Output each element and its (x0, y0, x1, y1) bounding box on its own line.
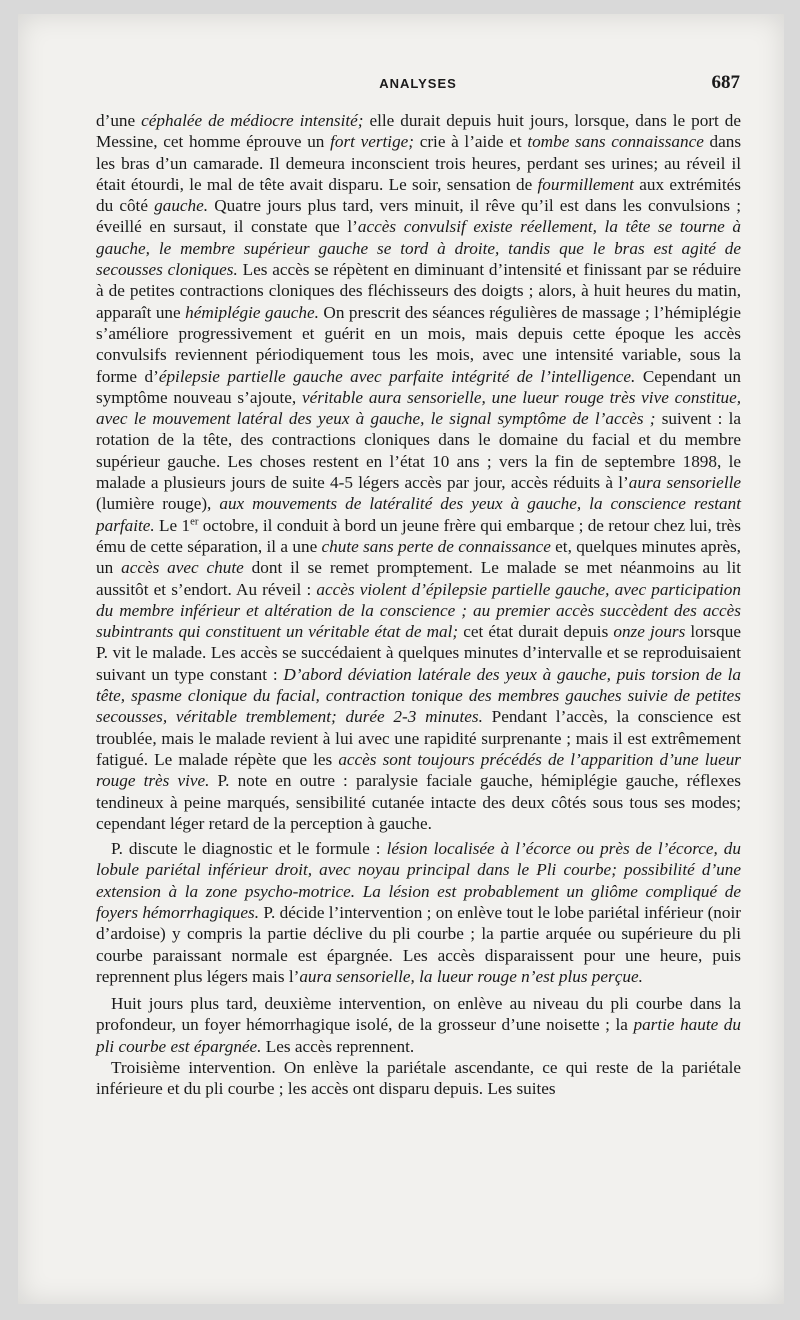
italic-text: D’abord déviation latérale des yeux à gauche, puis torsion de la tête, spasme clonique du facial, contraction tonique des membres gauches suivie de petites secousses, véritable tremblement; durée 2-3 minutes. (96, 664, 741, 727)
text-run: Quatre jours plus tard, vers minuit, il rêve qu’il est dans les convulsions ; éveillé en sursaut, il constate que l’ (96, 196, 741, 237)
text-run: crie à l’aide et (414, 132, 528, 152)
text-run: Troisième intervention. On enlève la pariétale ascendante, ce qui reste de la pariétale inférieure et du pli courbe ; les accès ont disparu depuis. Les suites (96, 1058, 741, 1099)
italic-text: tombe sans connaissance (527, 132, 704, 152)
text-run: P. note en outre : paralysie faciale gauche, hémiplégie gauche, réflexes tendineux à peine marqués, sensibilité cutanée intacte des deux côtés sous tous ses modes; cependant léger retard de la perception à gauche. (96, 771, 741, 833)
paragraph (96, 838, 741, 987)
italic-text: partie haute du pli courbe est épargnée. (96, 1015, 741, 1056)
italic-text: hémiplégie gauche. (185, 302, 319, 322)
italic-text: accès convulsif existe réellement, la tête se tourne à gauche, le membre supérieur gauche se tord à droite, tandis que le bras est agité de secousses cloniques. (96, 217, 741, 280)
paragraph (96, 993, 741, 1057)
book-page (18, 14, 784, 1304)
text-run: aux extrémités du côté (96, 174, 741, 216)
text-run: P. décide l’intervention ; on enlève tout le lobe pariétal inférieur (noir d’ardoise) y compris la partie déclive du pli courbe ; la partie arquée ou supérieure du pli courbe paraissant normale est épargnée. Les accès disparaissent pour une heure, puis reprennent plus légers mais l’ (96, 902, 741, 986)
text-run: octobre, il conduit à bord un jeune frère qui embarque ; de retour chez lui, très ému de cette séparation, il a une (96, 515, 741, 556)
text-run: Le 1 (154, 515, 191, 535)
text-run: dans les bras d’un camarade. Il demeura inconscient trois heures, perdant ses urines; au réveil il était étourdi, le mal de tête avait disparu. Le soir, sensation de (96, 132, 742, 194)
page-number: 687 (711, 72, 740, 93)
italic-text: fort vertige; (330, 132, 415, 152)
text-run: Les accès se répètent en diminuant d’intensité et finissant par se réduire à de petites contractions cloniques des fléchisseurs des doigts ; alors, à huit heures du matin, apparaît une (96, 260, 742, 322)
italic-text: onze jours (613, 622, 686, 642)
paragraph (96, 110, 741, 834)
text-run: lorsque P. vit le malade. Les accès se succédaient à quelques minutes d’intervalle et se reproduisaient suivant un type constant : (96, 622, 741, 684)
italic-text: chute sans perte de connaissance (321, 536, 551, 556)
italic-text: gauche. (154, 196, 209, 216)
text-run: (lumière rouge), (96, 494, 220, 514)
text-run: On prescrit des séances régulières de massage ; l’hémiplégie s’améliore progressivement et guérit en un mois, mais depuis cette époque les accès convulsifs reviennent périodiquement tous les mois, avec une intensité variable, sous la forme d’ (96, 302, 741, 386)
text-run: Les accès reprennent. (261, 1036, 415, 1056)
text-run: Huit jours plus tard, deuxième intervention, on enlève au niveau du pli courbe dans la profondeur, un foyer hémorrhagique isolé, de la grosseur d’une noisette ; la (96, 994, 741, 1035)
text-run: suivent : la rotation de la tête, des contractions cloniques dans le domaine du facial et du membre supérieur gauche. Les choses restent en l’état 10 ans ; vers la fin de septembre 1898, le malade a plusieurs jours de suite 4-5 légers accès par jour, accès réduits à l’ (96, 409, 741, 493)
italic-text: aux mouvements de latéralité des yeux à gauche, la conscience restant parfaite. (96, 494, 742, 535)
italic-text: accès avec chute (121, 558, 244, 578)
superscript-text: er (190, 515, 199, 527)
text-run: et, quelques minutes après, un (96, 536, 741, 578)
text-run: Pendant l’accès, la conscience est troublée, mais le malade revient à lui avec une rapidité surprenante ; mais il est extrêmement fatigué. Le malade répète que les (96, 707, 741, 769)
italic-text: accès violent d’épilepsie partielle gauche, avec participation du membre inférieur et altération de la conscience ; au premier accès succèdent des accès subintrants qui constituent un véritable état de mal; (96, 579, 741, 642)
body-text (96, 110, 741, 1100)
text-run: Cependant un symptôme nouveau s’ajoute, (96, 366, 741, 407)
italic-text: épilepsie partielle gauche avec parfaite intégrité de l’intelligence. (158, 366, 636, 386)
italic-text: accès sont toujours précédés de l’apparition d’une lueur rouge très vive. (96, 749, 741, 791)
italic-text: aura sensorielle, la lueur rouge n’est plus perçue. (299, 966, 643, 986)
italic-text: lésion localisée à l’écorce ou près de l’écorce, du lobule pariétal inférieur droit, avec noyau principal dans le Pli courbe; possibilité d’une extension à la zone psycho-motrice. La lésion est probablement un gliôme compliqué de foyers hémorrhagiques. (96, 839, 741, 922)
text-run: elle durait depuis huit jours, lorsque, dans le port de Messine, cet homme éprouve un (96, 111, 741, 152)
text-run: cet état durait depuis (458, 622, 614, 642)
italic-text: fourmillement (537, 174, 634, 194)
italic-text: véritable aura sensorielle, une lueur rouge très vive constitue, avec le mouvement latéral des yeux à gauche, le signal symptôme de l’accès ; (96, 387, 741, 429)
text-run: d’une (96, 111, 142, 130)
text-run: dont il se remet promptement. Le malade se met néanmoins au lit aussitôt et s’endort. Au réveil : (96, 558, 741, 599)
page-header (96, 72, 740, 98)
running-title: ANALYSES (379, 76, 457, 91)
italic-text: céphalée de médiocre intensité; (141, 111, 364, 130)
italic-text: aura sensorielle (628, 473, 741, 493)
text-run: P. discute le diagnostic et le formule : (111, 839, 387, 859)
paragraph (96, 1057, 741, 1100)
